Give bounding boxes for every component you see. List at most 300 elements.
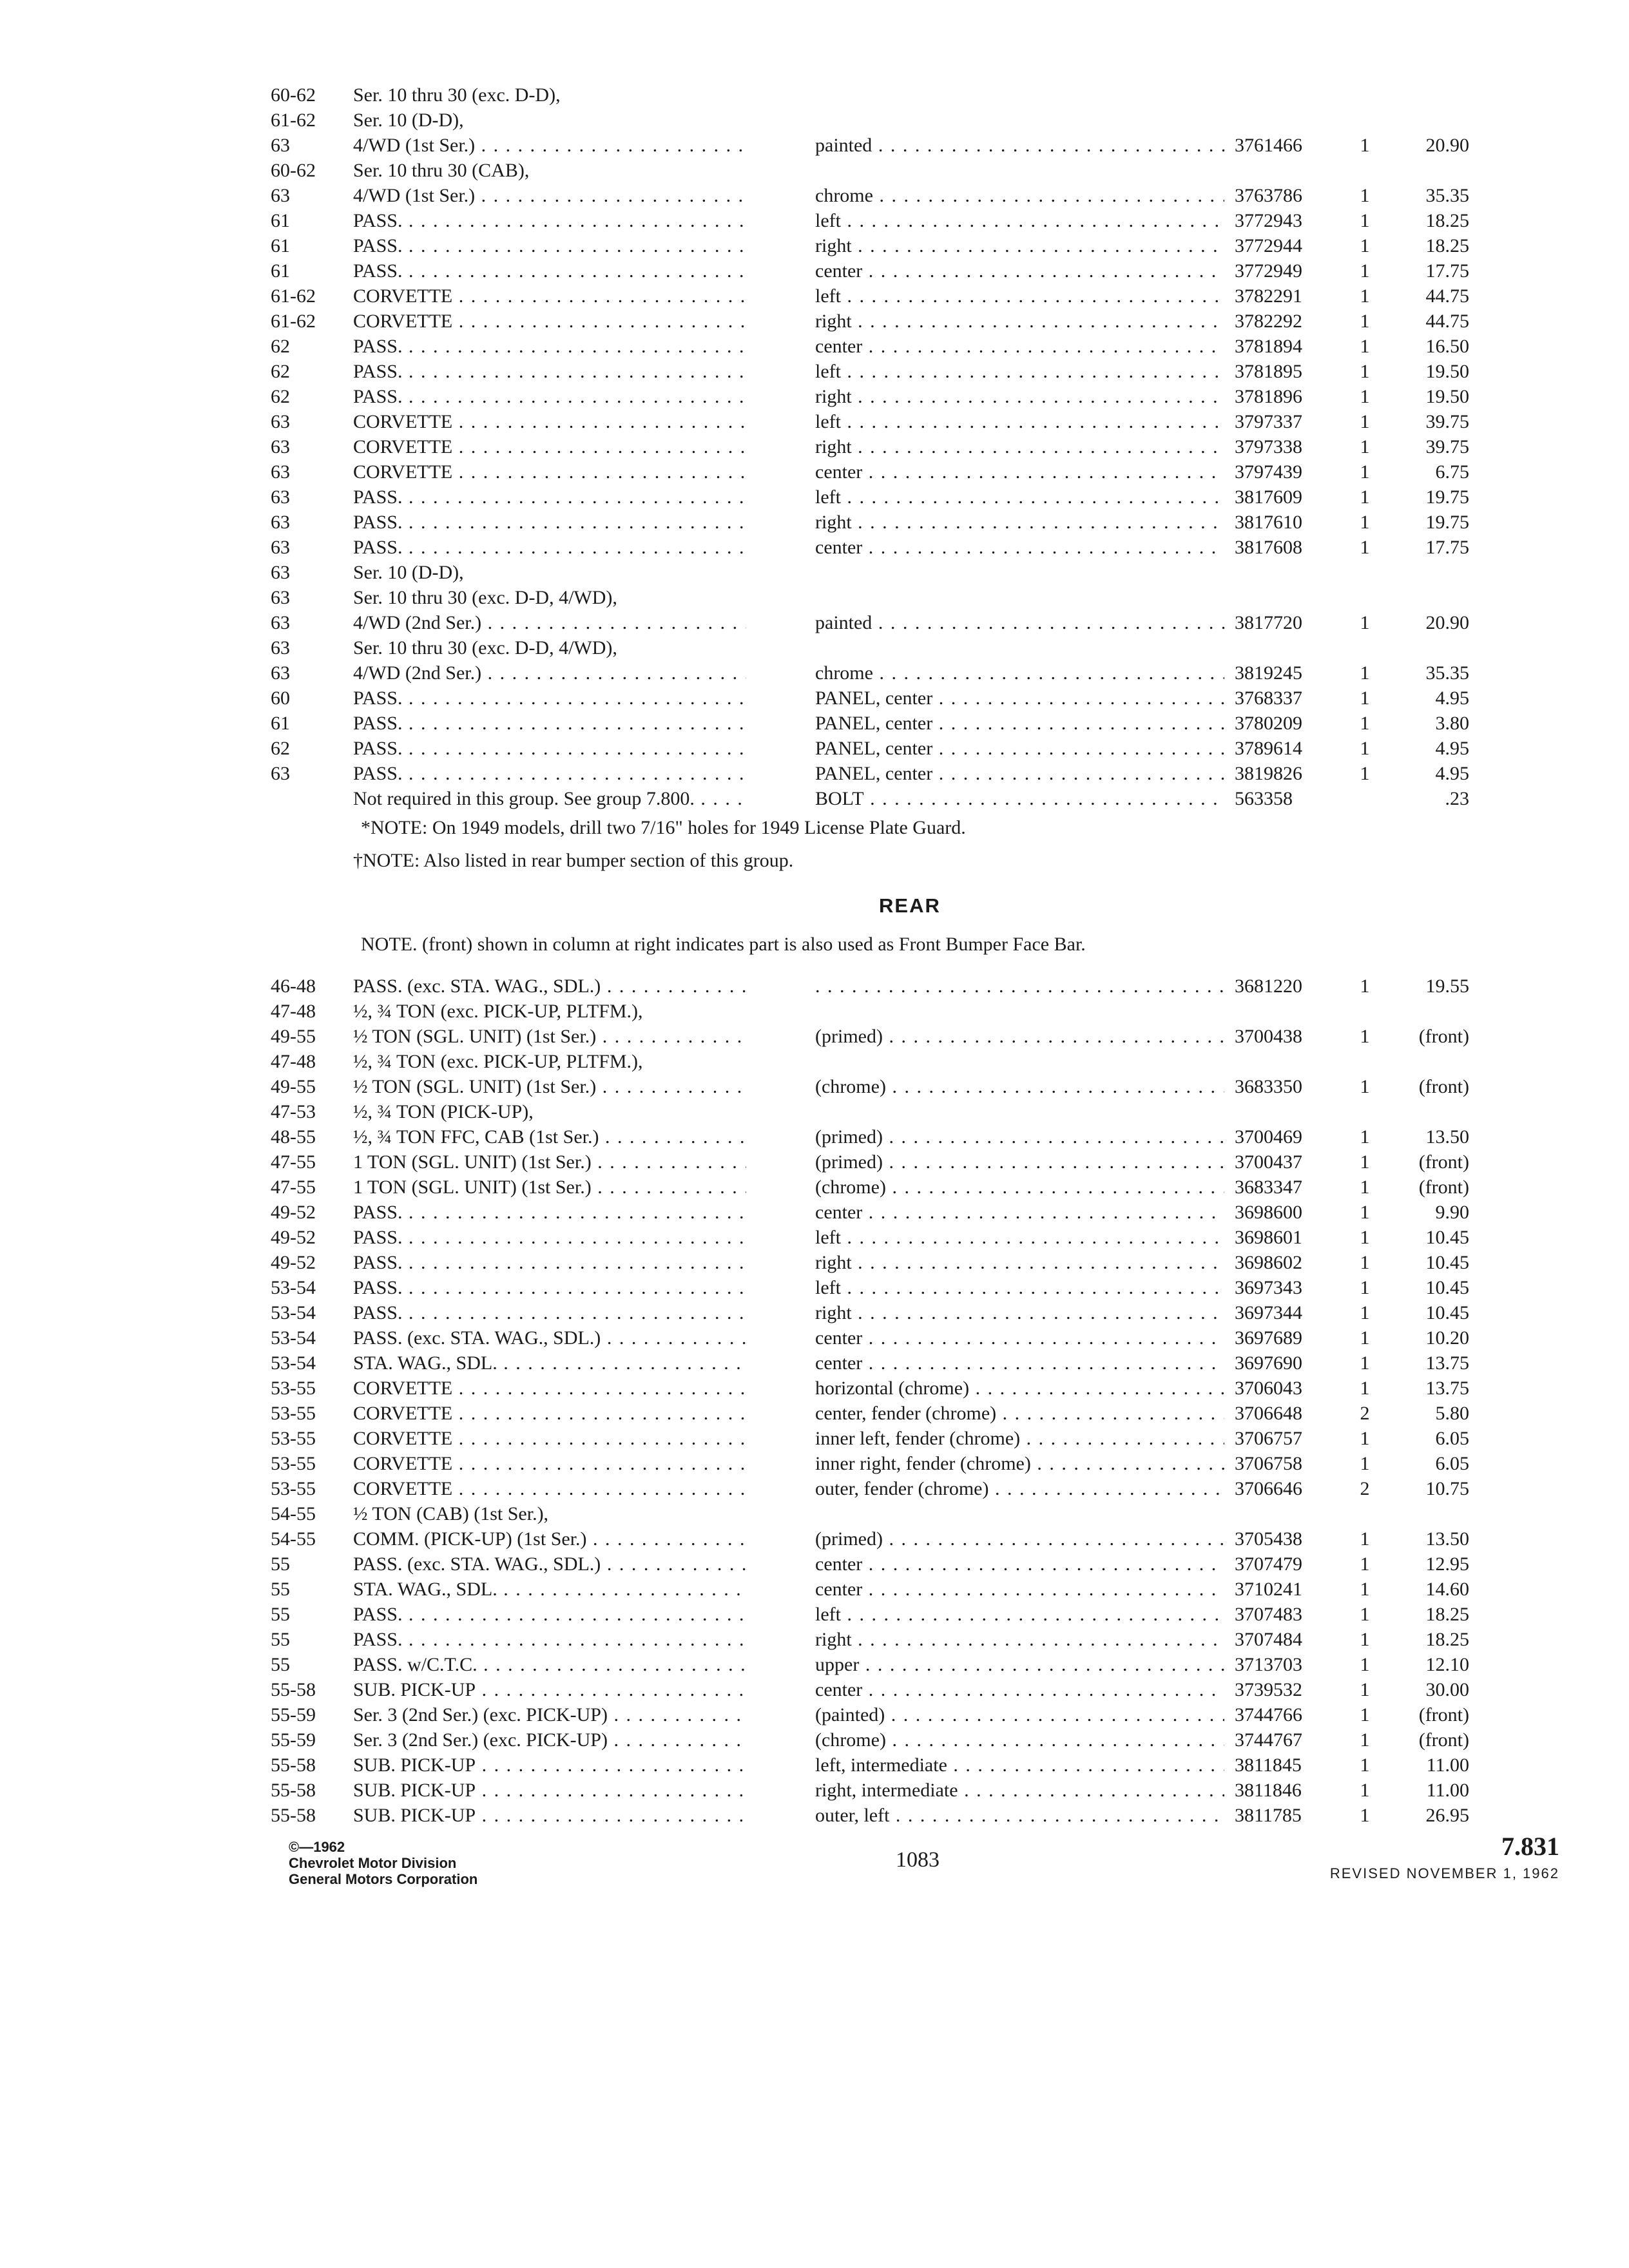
application: Ser. 10 thru 30 (exc. D-D),	[353, 84, 561, 106]
part-number: 3817720	[1235, 612, 1302, 633]
part-number: 3772949	[1235, 260, 1302, 282]
description: upper . . .	[815, 1652, 1224, 1677]
quantity: 1	[1360, 1227, 1370, 1248]
application: PASS. . . .	[353, 359, 746, 384]
model-years: 53-55	[271, 1378, 316, 1399]
price: 12.10	[1425, 1654, 1469, 1675]
price: 12.95	[1425, 1553, 1469, 1575]
table-row	[0, 133, 1629, 158]
model-years: 55-59	[271, 1729, 316, 1751]
model-years: 55-58	[271, 1754, 316, 1776]
quantity: 1	[1360, 461, 1370, 483]
application: ½, ¾ TON (exc. PICK-UP, PLTFM.),	[353, 1051, 643, 1072]
table-row	[0, 1099, 1629, 1124]
price: 18.25	[1425, 235, 1469, 256]
part-number: 3744766	[1235, 1704, 1302, 1725]
description: inner right, fender (chrome) . . .	[815, 1451, 1224, 1476]
quantity: 1	[1360, 713, 1370, 734]
model-years: 55	[271, 1604, 290, 1625]
application: PASS. . . .	[353, 1627, 746, 1652]
quantity: 1	[1360, 1553, 1370, 1575]
table-row	[0, 309, 1629, 334]
quantity: 1	[1360, 1604, 1370, 1625]
application: PASS. . . .	[353, 334, 746, 359]
table-row	[0, 284, 1629, 309]
model-years: 47-55	[271, 1151, 316, 1173]
part-number: 3707483	[1235, 1604, 1302, 1625]
part-number: 3697344	[1235, 1302, 1302, 1323]
price: 6.05	[1435, 1453, 1469, 1474]
model-years: 60	[271, 687, 290, 709]
part-number: 3698601	[1235, 1227, 1302, 1248]
application: CORVETTE . . .	[353, 1451, 746, 1476]
part-number: 3789614	[1235, 738, 1302, 759]
table-row	[0, 1577, 1629, 1602]
price: 35.35	[1425, 185, 1469, 206]
price: 11.00	[1426, 1754, 1469, 1776]
description: painted . . .	[815, 133, 1224, 158]
table-row	[0, 1175, 1629, 1200]
quantity: 1	[1360, 411, 1370, 432]
quantity: 1	[1360, 1579, 1370, 1600]
quantity: 1	[1360, 336, 1370, 357]
application: PASS. . . .	[353, 1225, 746, 1250]
application: PASS. . . .	[353, 384, 746, 409]
part-number: 3817609	[1235, 486, 1302, 508]
price: 6.75	[1435, 461, 1469, 483]
price: .23	[1445, 788, 1469, 809]
model-years: 49-52	[271, 1227, 316, 1248]
table-row	[0, 1753, 1629, 1778]
model-years: 55	[271, 1629, 290, 1650]
model-years: 63	[271, 135, 290, 156]
model-years: 54-55	[271, 1503, 316, 1524]
price: (front)	[1418, 1729, 1469, 1751]
price: 19.50	[1425, 361, 1469, 382]
model-years: 53-55	[271, 1453, 316, 1474]
application: 4/WD (1st Ser.) . . .	[353, 133, 746, 158]
table-row	[0, 1652, 1629, 1677]
application: STA. WAG., SDL. . . .	[353, 1350, 746, 1376]
model-years: 53-54	[271, 1352, 316, 1374]
quantity: 1	[1360, 260, 1370, 282]
table-row	[0, 1627, 1629, 1652]
quantity: 1	[1360, 135, 1370, 156]
part-number: 3782292	[1235, 311, 1302, 332]
description	[815, 974, 1224, 999]
price: 18.25	[1425, 1629, 1469, 1650]
model-years: 53-54	[271, 1302, 316, 1323]
application: CORVETTE . . .	[353, 409, 746, 434]
table-row	[0, 1451, 1629, 1476]
part-number: 3710241	[1235, 1579, 1302, 1600]
quantity: 1	[1360, 1327, 1370, 1349]
application: Ser. 3 (2nd Ser.) (exc. PICK-UP) . . .	[353, 1702, 746, 1727]
description: right . . .	[815, 1300, 1224, 1325]
table-row	[0, 1602, 1629, 1627]
price: 4.95	[1435, 738, 1469, 759]
quantity: 2	[1360, 1478, 1370, 1499]
price: 35.35	[1425, 662, 1469, 684]
application: PASS. . . .	[353, 736, 746, 761]
table-row	[0, 1124, 1629, 1149]
table-row	[0, 1552, 1629, 1577]
quantity: 1	[1360, 975, 1370, 997]
part-number: 3781894	[1235, 336, 1302, 357]
application: ½ TON (SGL. UNIT) (1st Ser.) . . .	[353, 1024, 746, 1049]
application: PASS. . . .	[353, 686, 746, 711]
rear-bumper-table	[0, 974, 1629, 1828]
note-drill-holes: *NOTE: On 1949 models, drill two 7/16" holes for 1949 License Plate Guard.	[361, 817, 966, 838]
table-row	[0, 359, 1629, 384]
part-number: 3781896	[1235, 386, 1302, 407]
price: 6.05	[1435, 1428, 1469, 1449]
model-years: 46-48	[271, 975, 316, 997]
table-row	[0, 686, 1629, 711]
description: center . . .	[815, 1200, 1224, 1225]
application: 4/WD (2nd Ser.) . . .	[353, 610, 746, 635]
table-row	[0, 459, 1629, 485]
description: right . . .	[815, 233, 1224, 258]
description: right . . .	[815, 510, 1224, 535]
table-row	[0, 1702, 1629, 1727]
application: PASS. (exc. STA. WAG., SDL.) . . .	[353, 1552, 746, 1577]
description: center . . .	[815, 1577, 1224, 1602]
application: Ser. 3 (2nd Ser.) (exc. PICK-UP) . . .	[353, 1727, 746, 1753]
description: (chrome) . . .	[815, 1175, 1224, 1200]
table-row	[0, 610, 1629, 635]
description: outer, fender (chrome) . . .	[815, 1476, 1224, 1501]
table-row	[0, 409, 1629, 434]
quantity: 1	[1360, 1302, 1370, 1323]
model-years: 63	[271, 411, 290, 432]
price: 5.80	[1435, 1403, 1469, 1424]
part-number: 563358	[1235, 788, 1293, 809]
model-years: 47-48	[271, 1051, 316, 1072]
model-years: 53-54	[271, 1327, 316, 1349]
description: (primed) . . .	[815, 1149, 1224, 1175]
rear-note: NOTE. (front) shown in column at right indicates part is also used as Front Bumper Face Bar.	[361, 934, 1086, 955]
quantity: 1	[1360, 687, 1370, 709]
table-row	[0, 560, 1629, 585]
model-years: 61	[271, 235, 290, 256]
price: 30.00	[1425, 1679, 1469, 1700]
application: PASS. . . .	[353, 1200, 746, 1225]
quantity: 1	[1360, 1679, 1370, 1700]
model-years: 62	[271, 361, 290, 382]
revision-date: REVISED NOVEMBER 1, 1962	[1329, 1865, 1559, 1881]
part-number: 3811845	[1235, 1754, 1302, 1776]
price: 10.45	[1425, 1302, 1469, 1323]
part-number: 3706648	[1235, 1403, 1302, 1424]
table-row	[0, 1350, 1629, 1376]
table-row	[0, 585, 1629, 610]
quantity: 1	[1360, 1026, 1370, 1047]
model-years: 47-55	[271, 1177, 316, 1198]
part-number: 3697343	[1235, 1277, 1302, 1298]
quantity: 1	[1360, 1729, 1370, 1751]
application: CORVETTE . . .	[353, 1376, 746, 1401]
application: 4/WD (2nd Ser.) . . .	[353, 660, 746, 686]
model-years: 47-53	[271, 1101, 316, 1122]
table-row	[0, 1401, 1629, 1426]
table-row	[0, 1325, 1629, 1350]
description: center . . .	[815, 1325, 1224, 1350]
quantity: 1	[1360, 512, 1370, 533]
table-row	[0, 434, 1629, 459]
model-years: 61-62	[271, 311, 316, 332]
part-number: 3706043	[1235, 1378, 1302, 1399]
part-number: 3739532	[1235, 1679, 1302, 1700]
quantity: 1	[1360, 1202, 1370, 1223]
model-years: 55-59	[271, 1704, 316, 1725]
model-years: 63	[271, 461, 290, 483]
price: 17.75	[1425, 260, 1469, 282]
price: 17.75	[1425, 537, 1469, 558]
application: CORVETTE . . .	[353, 1476, 746, 1501]
application: ½, ¾ TON (exc. PICK-UP, PLTFM.),	[353, 1001, 643, 1022]
description: outer, left . . .	[815, 1803, 1224, 1828]
price: 20.90	[1425, 612, 1469, 633]
application: PASS. . . .	[353, 761, 746, 786]
quantity: 1	[1360, 1704, 1370, 1725]
part-number: 3713703	[1235, 1654, 1302, 1675]
quantity: 2	[1360, 1403, 1370, 1424]
application: ½ TON (CAB) (1st Ser.),	[353, 1503, 549, 1524]
table-row	[0, 1426, 1629, 1451]
table-row	[0, 635, 1629, 660]
part-number: 3698602	[1235, 1252, 1302, 1273]
part-number: 3811785	[1235, 1805, 1302, 1826]
description: center . . .	[815, 1552, 1224, 1577]
description: left . . .	[815, 284, 1224, 309]
description: left . . .	[815, 485, 1224, 510]
price: (front)	[1418, 1704, 1469, 1725]
application: CORVETTE . . .	[353, 284, 746, 309]
description: BOLT . . .	[815, 786, 1224, 811]
price: 44.75	[1425, 285, 1469, 307]
price: 44.75	[1425, 311, 1469, 332]
price: 3.80	[1435, 713, 1469, 734]
description: (primed) . . .	[815, 1124, 1224, 1149]
model-years: 61-62	[271, 285, 316, 307]
model-years: 54-55	[271, 1528, 316, 1550]
application: PASS. . . .	[353, 535, 746, 560]
table-row	[0, 1149, 1629, 1175]
table-row	[0, 510, 1629, 535]
model-years: 55-58	[271, 1679, 316, 1700]
model-years: 63	[271, 486, 290, 508]
part-number: 3772943	[1235, 210, 1302, 231]
part-number: 3698600	[1235, 1202, 1302, 1223]
description: right . . .	[815, 309, 1224, 334]
quantity: 1	[1360, 738, 1370, 759]
model-years: 60-62	[271, 84, 316, 106]
table-row	[0, 535, 1629, 560]
model-years: 47-48	[271, 1001, 316, 1022]
model-years: 55	[271, 1579, 290, 1600]
description: left . . .	[815, 1225, 1224, 1250]
quantity: 1	[1360, 1805, 1370, 1826]
table-row	[0, 384, 1629, 409]
price: (front)	[1418, 1026, 1469, 1047]
application: PASS. . . .	[353, 510, 746, 535]
model-years: 53-55	[271, 1478, 316, 1499]
rear-heading: REAR	[879, 894, 941, 917]
application: Ser. 10 thru 30 (exc. D-D, 4/WD),	[353, 637, 617, 658]
description: right . . .	[815, 434, 1224, 459]
application: PASS. . . .	[353, 711, 746, 736]
part-number: 3797337	[1235, 411, 1302, 432]
description: PANEL, center . . .	[815, 761, 1224, 786]
price: 39.75	[1425, 411, 1469, 432]
quantity: 1	[1360, 1754, 1370, 1776]
price: 14.60	[1425, 1579, 1469, 1600]
price: 9.90	[1435, 1202, 1469, 1223]
price: 19.50	[1425, 386, 1469, 407]
description: right . . .	[815, 1250, 1224, 1275]
quantity: 1	[1360, 486, 1370, 508]
application: Ser. 10 thru 30 (exc. D-D, 4/WD),	[353, 587, 617, 608]
description: right, intermediate . . .	[815, 1778, 1224, 1803]
application: COMM. (PICK-UP) (1st Ser.) . . .	[353, 1526, 746, 1552]
model-years: 53-54	[271, 1277, 316, 1298]
description: (chrome) . . .	[815, 1074, 1224, 1099]
table-row	[0, 1024, 1629, 1049]
description: center . . .	[815, 1677, 1224, 1702]
description: left . . .	[815, 208, 1224, 233]
part-number: 3706757	[1235, 1428, 1302, 1449]
table-row	[0, 999, 1629, 1024]
application: Ser. 10 (D-D),	[353, 110, 464, 131]
table-row	[0, 660, 1629, 686]
description: right . . .	[815, 384, 1224, 409]
table-row	[0, 736, 1629, 761]
application: ½ TON (SGL. UNIT) (1st Ser.) . . .	[353, 1074, 746, 1099]
quantity: 1	[1360, 436, 1370, 457]
table-row	[0, 258, 1629, 284]
price: 10.45	[1425, 1227, 1469, 1248]
part-number: 3811846	[1235, 1780, 1302, 1801]
description: (primed) . . .	[815, 1024, 1224, 1049]
price: 18.25	[1425, 210, 1469, 231]
part-number: 3819245	[1235, 662, 1302, 684]
part-number: 3681220	[1235, 975, 1302, 997]
table-row	[0, 1049, 1629, 1074]
part-number: 3819826	[1235, 763, 1302, 784]
table-row	[0, 82, 1629, 108]
quantity: 1	[1360, 1277, 1370, 1298]
quantity: 1	[1360, 1528, 1370, 1550]
table-row	[0, 1476, 1629, 1501]
quantity: 1	[1360, 1780, 1370, 1801]
table-row	[0, 711, 1629, 736]
part-number: 3761466	[1235, 135, 1302, 156]
application: ½, ¾ TON FFC, CAB (1st Ser.) . . .	[353, 1124, 746, 1149]
table-row	[0, 1501, 1629, 1526]
application: SUB. PICK-UP . . .	[353, 1753, 746, 1778]
price: 4.95	[1435, 763, 1469, 784]
part-number: 3780209	[1235, 713, 1302, 734]
description: right . . .	[815, 1627, 1224, 1652]
price: (front)	[1418, 1177, 1469, 1198]
footer-publisher	[289, 1839, 477, 1887]
group-number: 7.831	[1501, 1832, 1559, 1861]
model-years: 48-55	[271, 1126, 316, 1148]
price: 13.50	[1425, 1528, 1469, 1550]
part-number: 3706646	[1235, 1478, 1302, 1499]
table-row	[0, 761, 1629, 786]
model-years: 61-62	[271, 110, 316, 131]
part-number: 3706758	[1235, 1453, 1302, 1474]
model-years: 60-62	[271, 160, 316, 181]
part-number: 3817610	[1235, 512, 1302, 533]
part-number: 3768337	[1235, 687, 1302, 709]
table-row	[0, 208, 1629, 233]
part-number: 3700469	[1235, 1126, 1302, 1148]
application: CORVETTE . . .	[353, 434, 746, 459]
model-years: 63	[271, 436, 290, 457]
quantity: 1	[1360, 311, 1370, 332]
description: center, fender (chrome) . . .	[815, 1401, 1224, 1426]
application: ½, ¾ TON (PICK-UP),	[353, 1101, 534, 1122]
table-row	[0, 1778, 1629, 1803]
application: PASS. (exc. STA. WAG., SDL.) . . .	[353, 974, 746, 999]
table-row	[0, 786, 1629, 811]
application: 4/WD (1st Ser.) . . .	[353, 183, 746, 208]
application: PASS. . . .	[353, 208, 746, 233]
table-row	[0, 108, 1629, 133]
quantity: 1	[1360, 1076, 1370, 1097]
model-years: 63	[271, 587, 290, 608]
application: PASS. . . .	[353, 485, 746, 510]
description: inner left, fender (chrome) . . .	[815, 1426, 1224, 1451]
table-row	[0, 1526, 1629, 1552]
description: (primed) . . .	[815, 1526, 1224, 1552]
part-number: 3782291	[1235, 285, 1302, 307]
application: PASS. (exc. STA. WAG., SDL.) . . .	[353, 1325, 746, 1350]
model-years: 49-55	[271, 1076, 316, 1097]
part-number: 3763786	[1235, 185, 1302, 206]
table-row	[0, 1300, 1629, 1325]
quantity: 1	[1360, 1352, 1370, 1374]
quantity: 1	[1360, 1428, 1370, 1449]
quantity: 1	[1360, 285, 1370, 307]
application: PASS. . . .	[353, 258, 746, 284]
price: 10.75	[1425, 1478, 1469, 1499]
application: SUB. PICK-UP . . .	[353, 1778, 746, 1803]
price: 39.75	[1425, 436, 1469, 457]
table-row	[0, 1250, 1629, 1275]
table-row	[0, 1074, 1629, 1099]
part-number: 3697689	[1235, 1327, 1302, 1349]
description: center . . .	[815, 459, 1224, 485]
part-number: 3817608	[1235, 537, 1302, 558]
model-years: 61	[271, 260, 290, 282]
application: PASS. w/C.T.C. . . .	[353, 1652, 746, 1677]
application: PASS. . . .	[353, 1250, 746, 1275]
part-number: 3697690	[1235, 1352, 1302, 1374]
part-number: 3683347	[1235, 1177, 1302, 1198]
price: 10.20	[1425, 1327, 1469, 1349]
table-row	[0, 1275, 1629, 1300]
application: PASS. . . .	[353, 1300, 746, 1325]
application: PASS. . . .	[353, 1275, 746, 1300]
price: 13.50	[1425, 1126, 1469, 1148]
application: 1 TON (SGL. UNIT) (1st Ser.) . . .	[353, 1149, 746, 1175]
description: chrome . . .	[815, 660, 1224, 686]
quantity: 1	[1360, 1453, 1370, 1474]
